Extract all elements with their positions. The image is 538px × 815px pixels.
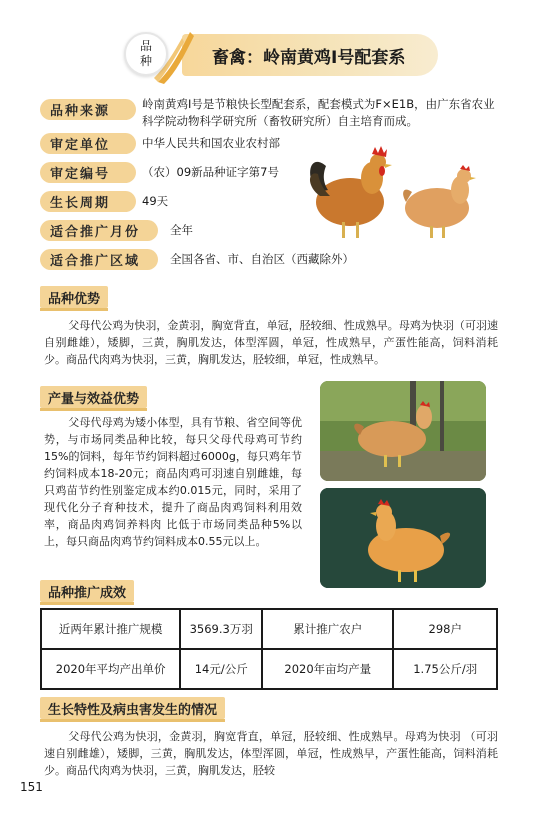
- value-approval-number: （农）09新品种证字第7号: [142, 165, 279, 179]
- table-row: [41, 649, 497, 689]
- page-header: [124, 28, 438, 84]
- label-approval-unit: 审定单位: [40, 133, 136, 154]
- page-title: 畜禽：岭南黄鸡I号配套系: [182, 34, 438, 76]
- table-cell: 14元/公斤: [180, 649, 262, 689]
- table-cell: 3569.3万羽: [180, 609, 262, 649]
- table-row: [41, 609, 497, 649]
- section-title-promotion: 品种推广成效: [40, 580, 134, 602]
- table-cell: 2020年平均产出单价: [41, 649, 180, 689]
- table-cell: 298户: [393, 609, 497, 649]
- chicken-pair-illustration: [302, 140, 492, 245]
- category-char-bottom: 种: [139, 54, 152, 68]
- value-promo-months: 全年: [170, 223, 193, 237]
- promotion-table: [40, 608, 498, 690]
- hen-studio-photo: [320, 488, 486, 588]
- growth-text: 父母代公鸡为快羽，金黄羽，胸宽背直，单冠，胫较细、性成熟早。母鸡为快羽 （可羽速自别雌雄），矮脚，三黄，胸肌发达，体型浑圆，单冠，性成熟早，产蛋性能高，饲料消耗少。商品代肉鸡为快羽，三黄，胸肌发达，胫较: [44, 730, 498, 777]
- table-cell: 累计推广农户: [262, 609, 393, 649]
- yield-text: 父母代母鸡为矮小体型，具有节粮、省空间等优势，与市场同类品种比较，每只父母代母鸡可节约15%的饲料，每年节约饲料超过6000g，每只鸡年节约饲料成本18-20元；商品肉鸡可羽速自别雌雄，每只鸡苗节约性别鉴定成本约0.015元，同时，采用了现代化分子育种技术，提升了商品肉鸡饲料利用效率，商品肉鸡饲养料肉 比低于市场同类品种5%以上，每只商品肉鸡节约饲料成本0.55元以上。: [44, 416, 302, 548]
- page-number: 151: [20, 780, 43, 794]
- label-breed-source: 品种来源: [40, 99, 136, 120]
- value-breed-source: 岭南黄鸡I号是节粮快长型配套系，配套模式为F×E1B，由广东省农业科学院动物科学研究所（畜牧研究所）自主培育而成。: [142, 97, 495, 128]
- section-title-yield: 产量与效益优势: [40, 386, 147, 408]
- label-promo-months: 适合推广月份: [40, 220, 158, 241]
- table-cell: 近两年累计推广规模: [41, 609, 180, 649]
- label-promo-region: 适合推广区域: [40, 249, 158, 270]
- hen-outdoor-photo: [320, 381, 486, 481]
- label-growth-cycle: 生长周期: [40, 191, 136, 212]
- section-title-advantages: 品种优势: [40, 286, 108, 308]
- label-approval-number: 审定编号: [40, 162, 136, 183]
- value-growth-cycle: 49天: [142, 194, 169, 208]
- category-char-top: 品: [139, 39, 152, 53]
- value-promo-region: 全国各省、市、自治区（西藏除外）: [170, 252, 354, 266]
- section-title-growth: 生长特性及病虫害发生的情况: [40, 697, 225, 719]
- value-approval-unit: 中华人民共和国农业农村部: [142, 136, 280, 150]
- table-cell: 1.75公斤/羽: [393, 649, 497, 689]
- category-badge: [124, 32, 168, 76]
- table-cell: 2020年亩均产量: [262, 649, 393, 689]
- advantages-text: 父母代公鸡为快羽，金黄羽，胸宽背直，单冠，胫较细、性成熟早。母鸡为快羽（可羽速自别雌雄），矮脚，三黄，胸肌发达，体型浑圆，单冠，性成熟早，产蛋性能高，饲料消耗少。商品代肉鸡为快羽，三黄，胸肌发达，胫较细，单冠，性成熟早。: [44, 319, 498, 366]
